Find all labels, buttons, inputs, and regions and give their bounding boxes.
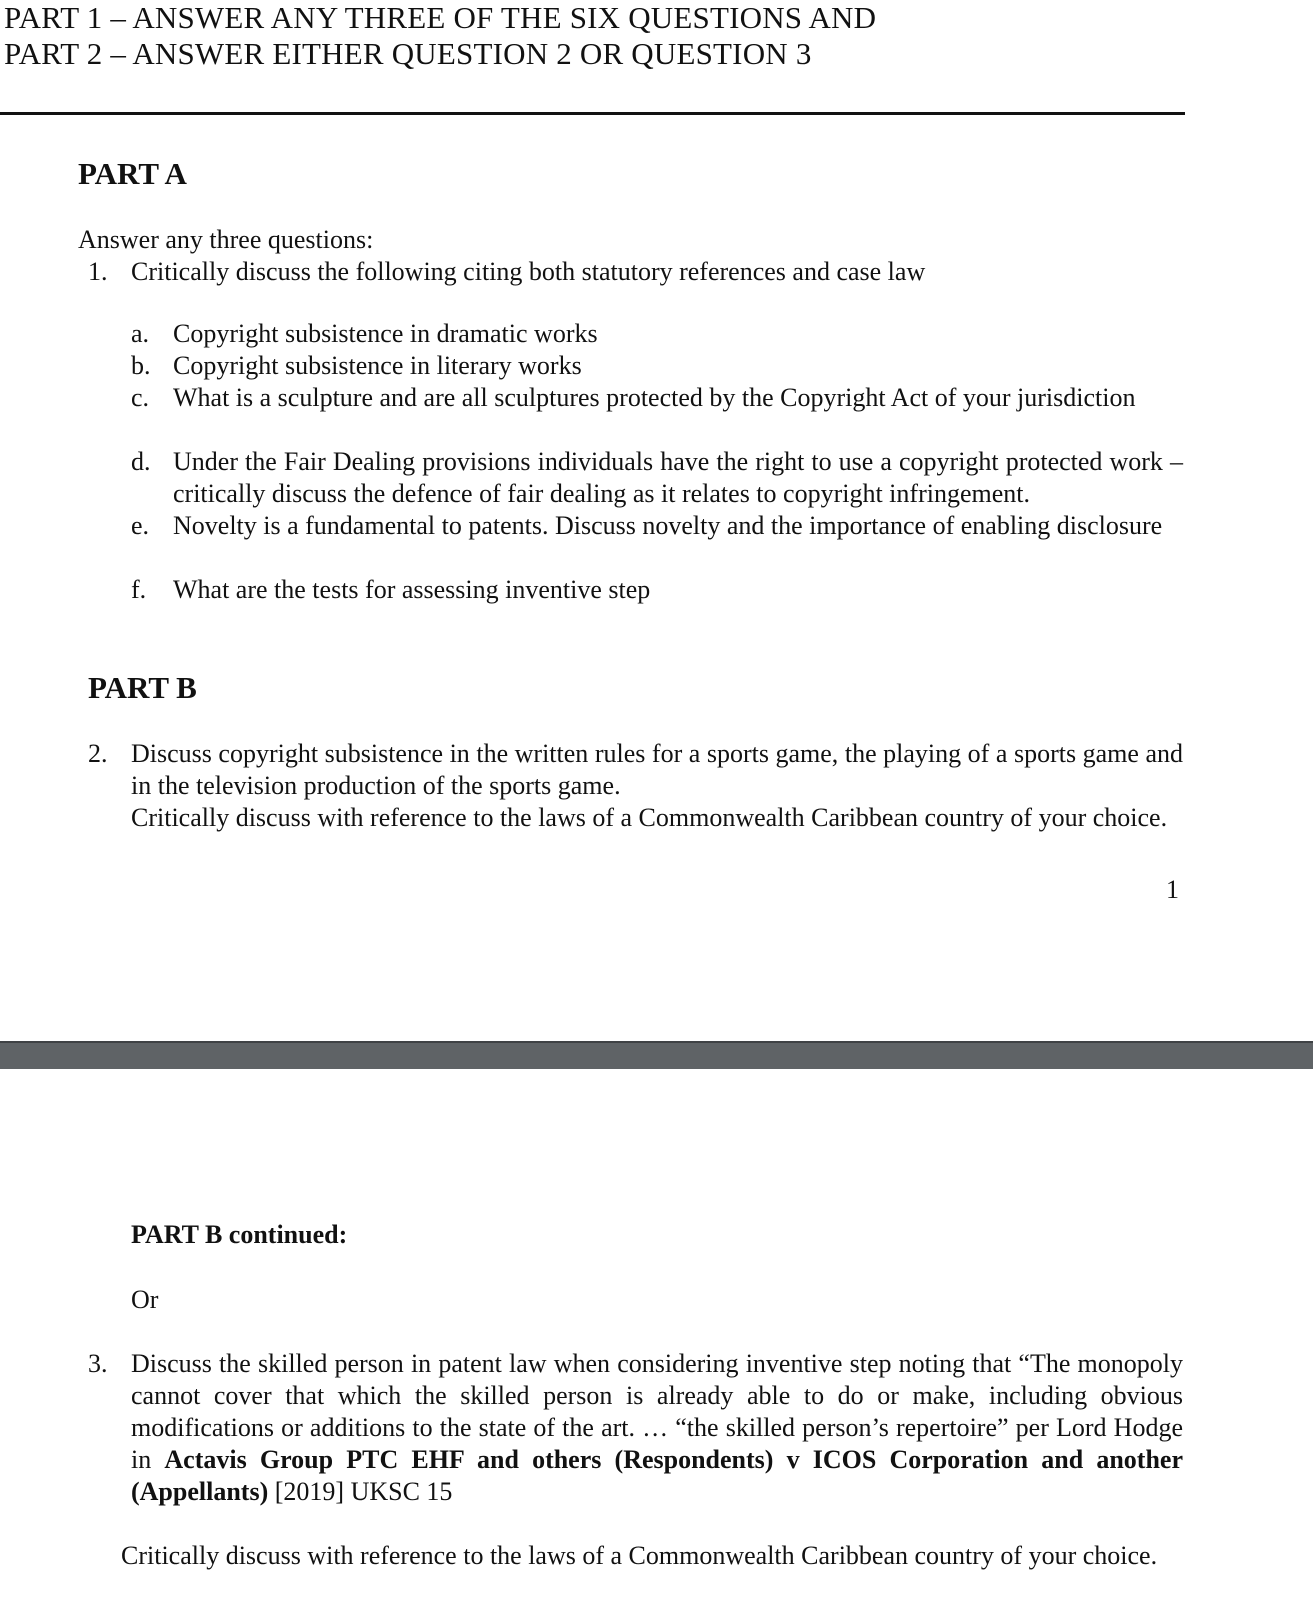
question-2-number: 2.: [88, 739, 108, 768]
exam-instruction-line-2: PART 2 – ANSWER EITHER QUESTION 2 OR QUESTION 3: [4, 36, 812, 71]
question-3-body: Discuss the skilled person in patent law when considering inventive step noting that “The monopoly cannot cover that which the skilled person is already able to do or make, including obvious modifications or additions to the state of the art. … “the skilled person’s repertoire” per Lord Hodge in: [131, 1349, 1183, 1474]
subitem-b-label: b.: [131, 351, 151, 380]
question-1-number: 1.: [88, 257, 108, 286]
exam-instruction-line-1: PART 1 – ANSWER ANY THREE OF THE SIX QUESTIONS AND: [4, 0, 877, 35]
subitem-f-label: f.: [131, 575, 147, 604]
subitem-f-text: What are the tests for assessing inventive step: [173, 575, 651, 604]
question-2-instruction: Critically discuss with reference to the laws of a Commonwealth Caribbean country of your choice.: [131, 803, 1168, 832]
subitem-d-label: d.: [131, 447, 151, 476]
subitem-c-text: What is a sculpture and are all sculptures protected by the Copyright Act of your jurisdiction: [173, 383, 1136, 412]
question-3-text: [131, 1348, 1183, 1508]
header-divider: [0, 112, 1185, 115]
subitem-e-label: e.: [131, 511, 150, 540]
question-2-text: Discuss copyright subsistence in the written rules for a sports game, the playing of a sports game and in the television production of the sports game.: [131, 739, 1183, 800]
part-b-heading: PART B: [88, 670, 197, 705]
part-b-continued-heading: PART B continued:: [131, 1220, 348, 1249]
subitem-c-label: c.: [131, 383, 150, 412]
or-label: Or: [131, 1285, 159, 1314]
question-3-number: 3.: [88, 1349, 108, 1378]
subitem-d-text: Under the Fair Dealing provisions individuals have the right to use a copyright protected work – critically discuss the defence of fair dealing as it relates to copyright infringement.: [173, 447, 1183, 508]
part-a-instruction: Answer any three questions:: [78, 225, 374, 254]
page-break-separator: [0, 1041, 1313, 1069]
subitem-a-text: Copyright subsistence in dramatic works: [173, 319, 598, 348]
question-1-text: Critically discuss the following citing both statutory references and case law: [131, 257, 926, 286]
part-a-heading: PART A: [78, 156, 187, 191]
closing-instruction: Critically discuss with reference to the laws of a Commonwealth Caribbean country of your choice.: [121, 1541, 1158, 1570]
subitem-a-label: a.: [131, 319, 150, 348]
subitem-b-text: Copyright subsistence in literary works: [173, 351, 582, 380]
page-number: 1: [1166, 875, 1179, 904]
case-name: Actavis Group PTC EHF and others (Respondents) v ICOS Corporation and another (Appellants): [131, 1445, 1183, 1506]
subitem-e-text: Novelty is a fundamental to patents. Discuss novelty and the importance of enabling disclosure: [173, 511, 1163, 540]
case-citation: [2019] UKSC 15: [274, 1477, 453, 1506]
